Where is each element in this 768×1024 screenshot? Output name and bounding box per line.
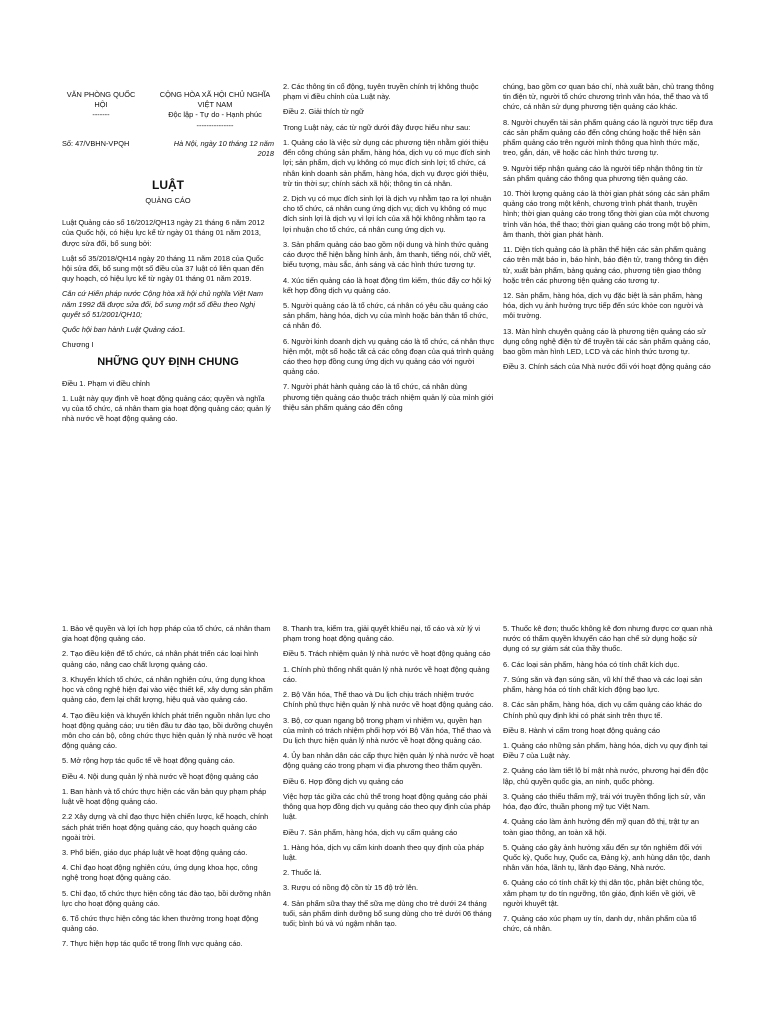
paragraph: Luật số 35/2018/QH14 ngày 20 tháng 11 năm 2018 của Quốc hội sửa đổi, bổ sung một số điều của 37 luật có liên quan đến quy hoạch, có hiệu lực kể từ ngày 01 tháng 01 năm 2019. [62,253,264,284]
definition-item: 8. Người chuyển tải sản phẩm quảng cáo là người trực tiếp đưa các sản phẩm quảng cáo đến công chúng hoặc thể hiện sản phẩm quảng cáo trên người mình thông qua hình thức mặc, treo, gắn, dán, vẽ hoặc các hình thức tương tự. [503,117,713,158]
list-item: 5. Chỉ đạo, tổ chức thực hiện công tác đào tạo, bồi dưỡng nhân lực cho hoạt động quảng cáo. [62,888,271,908]
list-item: 1. Hàng hóa, dịch vụ cấm kinh doanh theo quy định của pháp luật. [283,842,484,862]
definition-item: 5. Người quảng cáo là tổ chức, cá nhân có yêu cầu quảng cáo sản phẩm, hàng hóa, dịch vụ của mình hoặc bản thân tổ chức, cá nhân đó. [283,300,489,331]
bottom-column-1 [62,624,274,955]
list-item: 7. Quảng cáo xúc phạm uy tín, danh dự, nhân phẩm của tổ chức, cá nhân. [503,914,697,934]
chapter-label: Chương I [62,340,94,350]
article-heading: Điều 7. Sản phẩm, hàng hóa, dịch vụ cấm quảng cáo [283,827,458,837]
definition-item: 3. Sản phẩm quảng cáo bao gồm nội dung và hình thức quảng cáo được thể hiện bằng hình ảnh, âm thanh, tiếng nói, chữ viết, biểu tượng, màu sắc, ánh sáng và các hình thức tương tự. [283,239,492,270]
definition-item: 7. Người phát hành quảng cáo là tổ chức, cá nhân dùng phương tiện quảng cáo thuộc trách nhiệm quản lý của mình giới thiệu sản phẩm quảng cáo đến công [283,382,494,412]
list-item: 1. Quảng cáo những sản phẩm, hàng hóa, dịch vụ quy định tại Điều 7 của Luật này. [503,740,708,761]
definition-item: 4. Xúc tiến quảng cáo là hoạt động tìm kiếm, thúc đẩy cơ hội ký kết hợp đồng dịch vụ quảng cáo. [283,275,492,295]
law-subtitle: QUẢNG CÁO [145,195,191,205]
list-item: 5. Thuốc kê đơn; thuốc không kê đơn nhưng được cơ quan nhà nước có thẩm quyền khuyến cáo hạn chế sử dụng hoặc sử dụng có sự giám sát của thầy thuốc. [503,624,713,654]
paragraph: Trong Luật này, các từ ngữ dưới đây được hiểu như sau: [283,122,471,132]
document-header [62,90,274,131]
law-title: LUẬT [152,178,184,193]
issuing-agency-block [62,90,140,131]
list-item: 4. Tạo điều kiện và khuyến khích phát triển nguồn nhân lực cho hoạt động quảng cáo; ưu tiên đầu tư đào tạo, bồi dưỡng chuyên môn cho cán bộ, công chức thực hiện quản lý nhà nước về hoạt động quảng cáo. [62,710,273,751]
article-heading: Điều 4. Nội dung quản lý nhà nước về hoạt động quảng cáo [62,771,259,781]
article-heading: Điều 8. Hành vi cấm trong hoạt động quảng cáo [503,725,660,735]
document-number: Số: 47/VBHN-VPQH [62,138,130,148]
issuing-agency: VĂN PHÒNG QUỐC HỘI [66,90,136,110]
list-item: 4. Sản phẩm sữa thay thế sữa mẹ dùng cho trẻ dưới 24 tháng tuổi, sản phẩm dinh dưỡng bổ sung dùng cho trẻ dưới 06 tháng tuổi; bình bú và vú ngậm nhân tạo. [283,898,492,929]
list-item: 4. Chỉ đạo hoạt động nghiên cứu, ứng dụng khoa học, công nghệ trong hoạt động quảng cáo. [62,863,258,883]
list-item: 2.2 Xây dựng và chỉ đạo thực hiện chiến lược, kế hoạch, chính sách phát triển hoạt động quảng cáo, quy hoạch quảng cáo ngoài trời. [62,812,269,842]
definition-item: 13. Màn hình chuyên quảng cáo là phương tiện quảng cáo sử dụng công nghệ điện tử để truyền tải các sản phẩm quảng cáo, bao gồm màn hình LED, LCD và các hình thức tương tự. [503,326,711,357]
list-item: 4. Ủy ban nhân dân các cấp thực hiện quản lý nhà nước về hoạt động quảng cáo trong phạm vi địa phương theo thẩm quyền. [283,751,495,771]
list-item: 1. Bảo vệ quyền và lợi ích hợp pháp của tổ chức, cá nhân tham gia hoạt động quảng cáo. [62,624,271,644]
document-meta [62,139,274,159]
article-heading: Điều 6. Hợp đồng dịch vụ quảng cáo [283,776,404,786]
top-column-3 [503,82,715,377]
list-item: 3. Rượu có nồng độ cồn từ 15 độ trở lên. [283,883,419,893]
paragraph: chúng, bao gồm cơ quan báo chí, nhà xuất bản, chủ trang thông tin điện tử, người tổ chức chương trình văn hóa, thể thao và tổ chức, cá nhân sử dụng phương tiện quảng cáo khác. [503,82,714,112]
list-item: 6. Tổ chức thực hiện công tác khen thưởng trong hoạt động quảng cáo. [62,914,259,934]
definition-item: 10. Thời lượng quảng cáo là thời gian phát sóng các sản phẩm quảng cáo trong một kênh, chương trình phát thanh, truyền hình; thời gian quảng cáo trong tổng thời gian của một chương trình văn hóa, thể thao; thời gian quảng cáo trong một bộ phim, âm thanh, thời gian phát hành. [503,188,710,239]
top-column-2 [283,82,495,418]
national-motto: Độc lập - Tự do - Hạnh phúc [168,110,262,120]
bottom-column-2 [283,624,495,934]
list-item: 2. Tạo điều kiện để tổ chức, cá nhân phát triển các loại hình quảng cáo, nâng cao chất lượng quảng cáo. [62,649,259,669]
chapter-title: NHỮNG QUY ĐỊNH CHUNG [97,356,239,369]
article-heading: Điều 1. Phạm vi điều chỉnh [62,378,150,388]
list-item: 1. Chính phủ thống nhất quản lý nhà nước về hoạt động quảng cáo. [283,664,490,684]
definition-item: 1. Quảng cáo là việc sử dụng các phương tiện nhằm giới thiệu đến công chúng sản phẩm, hàng hóa, dịch vụ có mục đích sinh lợi; sản phẩm, dịch vụ không có mục đích sinh lợi; tổ chức, cá nhân kinh doanh sản phẩm, hàng hóa, dịch vụ được giới thiệu, trừ tin thời sự; chính sách xã hội; thông tin cá nhân. [283,137,491,188]
motto-divider: --------------- [196,120,234,130]
definition-item: 6. Người kinh doanh dịch vụ quảng cáo là tổ chức, cá nhân thực hiện một, một số hoặc tất cả các công đoạn của quá trình quảng cáo theo hợp đồng cung ứng dịch vụ quảng cáo với người quảng cáo. [283,336,495,377]
list-item: 5. Mở rộng hợp tác quốc tế về hoạt động quảng cáo. [62,756,235,766]
definition-item: 11. Diện tích quảng cáo là phần thể hiện các sản phẩm quảng cáo trên mặt báo in, báo hình, báo điện tử, trang thông tin điện tử, xuất bản phẩm, bảng quảng cáo, phương tiện giao thông hoặc trên các phương tiện quảng cáo tương tự. [503,245,709,285]
place-and-date: Hà Nội, ngày 10 tháng 12 năm 2018 [173,138,274,159]
list-item: 1. Ban hành và tổ chức thực hiện các văn bản quy phạm pháp luật về hoạt động quảng cáo. [62,786,267,807]
article-heading: Điều 5. Trách nhiệm quản lý nhà nước về hoạt động quảng cáo [283,649,491,659]
bottom-column-3 [503,624,715,939]
list-item: 8. Thanh tra, kiểm tra, giải quyết khiếu nại, tố cáo và xử lý vi phạm trong hoạt động quảng cáo. [283,624,481,644]
list-item: 7. Thực hiện hợp tác quốc tế trong lĩnh vực quảng cáo. [62,939,243,949]
definition-item: 12. Sản phẩm, hàng hóa, dịch vụ đặc biệt là sản phẩm, hàng hóa, dịch vụ ảnh hưởng trực tiếp đến sức khỏe con người và môi trường. [503,290,703,321]
list-item: Việc hợp tác giữa các chủ thể trong hoạt động quảng cáo phải thông qua hợp đồng dịch vụ quảng cáo theo quy định của pháp luật. [283,791,491,822]
list-item: 7. Súng săn và đạn súng săn, vũ khí thể thao và các loại sản phẩm, hàng hóa có tính chất kích động bạo lực. [503,674,703,695]
paragraph: Căn cứ Hiến pháp nước Cộng hòa xã hội chủ nghĩa Việt Nam năm 1992 đã được sửa đổi, bổ sung một số điều theo Nghị quyết số 51/2001/QH10; [62,289,264,319]
list-item: 3. Bộ, cơ quan ngang bộ trong phạm vi nhiệm vụ, quyền hạn của mình có trách nhiệm phối hợp với Bộ Văn hóa, Thể thao và Du lịch thực hiện quản lý nhà nước về hoạt động quảng cáo. [283,715,491,745]
paragraph: Quốc hội ban hành Luật Quảng cáo1. [62,325,186,335]
definition-item: 9. Người tiếp nhận quảng cáo là người tiếp nhận thông tin từ sản phẩm quảng cáo thông qua phương tiện quảng cáo. [503,163,703,183]
list-item: 3. Phổ biến, giáo dục pháp luật về hoạt động quảng cáo. [62,847,248,857]
republic-name: CỘNG HÒA XÃ HỘI CHỦ NGHĨA VIỆT NAM [159,90,271,110]
list-item: 5. Quảng cáo gây ảnh hưởng xấu đến sự tôn nghiêm đối với Quốc kỳ, Quốc huy, Quốc ca, Đảng kỳ, anh hùng dân tộc, danh nhân văn hóa, lãnh tụ, lãnh đạo Đảng, Nhà nước. [503,842,710,873]
list-item: 3. Khuyến khích tổ chức, cá nhân nghiên cứu, ứng dụng khoa học và công nghệ hiện đại vào việc thiết kế, xây dựng sản phẩm quảng cáo, đem lại chất lượng, hiệu quả vào quảng cáo. [62,674,273,705]
top-column-1 [62,84,274,430]
list-item: 3. Quảng cáo thiếu thẩm mỹ, trái với truyền thống lịch sử, văn hóa, đạo đức, thuần phong mỹ tục Việt Nam. [503,791,706,812]
definition-item: 2. Dịch vụ có mục đích sinh lợi là dịch vụ nhằm tạo ra lợi nhuận cho tổ chức, cá nhân cung ứng dịch vụ; dịch vụ không có mục đích sinh lợi là dịch vụ vì lợi ích của xã hội không nhằm tạo ra lợi nhuận cho tổ chức, cá nhân cung ứng dịch vụ. [283,193,492,234]
list-item: 6. Các loại sản phẩm, hàng hóa có tính chất kích dục. [503,659,680,669]
national-motto-block [156,90,274,131]
list-item: 4. Quảng cáo làm ảnh hưởng đến mỹ quan đô thị, trật tự an toàn giao thông, an toàn xã hội. [503,817,699,837]
paragraph: 2. Các thông tin cổ động, tuyên truyền chính trị không thuộc phạm vi điều chỉnh của Luật này. [283,82,479,102]
paragraph: Luật Quảng cáo số 16/2012/QH13 ngày 21 tháng 6 năm 2012 của Quốc hội, có hiệu lực kể từ ngày 01 tháng 01 năm 2013, được sửa đổi, bổ sung bởi: [62,218,265,248]
list-item: 8. Các sản phẩm, hàng hóa, dịch vụ cấm quảng cáo khác do Chính phủ quy định khi có phát sinh trên thực tế. [503,700,702,720]
list-item: 2. Thuốc lá. [283,868,322,878]
list-item: 6. Quảng cáo có tính chất kỳ thị dân tộc, phân biệt chủng tộc, xâm phạm tự do tín ngưỡng, tôn giáo, định kiến về giới, về người khuyết tật. [503,878,704,908]
paragraph: 1. Luật này quy định về hoạt động quảng cáo; quyền và nghĩa vụ của tổ chức, cá nhân tham gia hoạt động quảng cáo; quản lý nhà nước về hoạt động quảng cáo. [62,393,271,424]
list-item: 2. Bộ Văn hóa, Thể thao và Du lịch chịu trách nhiệm trước Chính phủ thực hiện quản lý nhà nước về hoạt động quảng cáo. [283,690,494,710]
agency-divider: ------- [92,110,110,120]
article-heading: Điều 3. Chính sách của Nhà nước đối với hoạt động quảng cáo [503,362,711,372]
list-item: 2. Quảng cáo làm tiết lộ bí mật nhà nước, phương hại đến độc lập, chủ quyền quốc gia, an ninh, quốc phòng. [503,766,709,786]
article-heading: Điều 2. Giải thích từ ngữ [283,107,364,117]
